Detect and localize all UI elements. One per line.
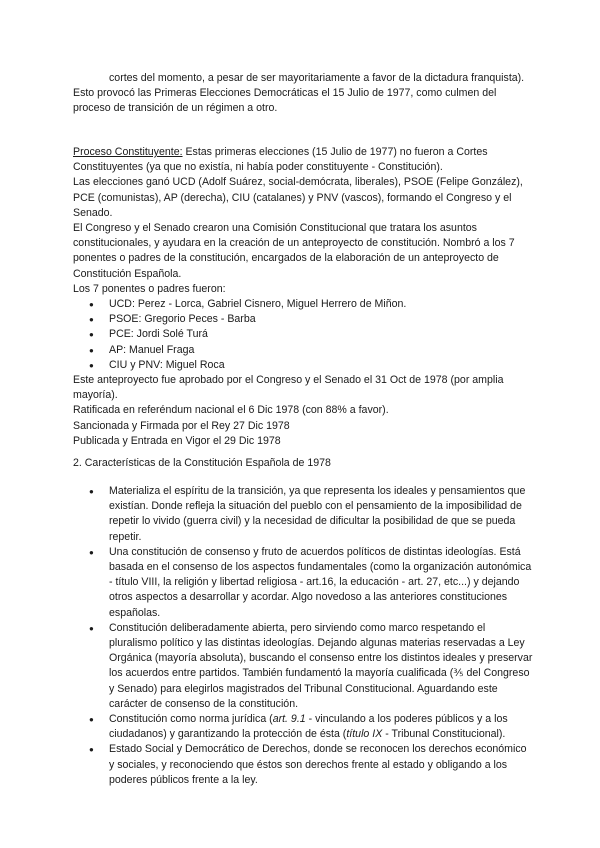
- ponentes-list: [73, 297, 533, 373]
- b4-mid: - vinculando a los poderes públicos y a los ciudadanos) y garantizando la protección de ésta (: [109, 713, 508, 741]
- approved-text: Este anteproyecto fue aprobado por el Congreso y el Senado el 31 Oct de 1978 (por amplia mayoría).: [73, 374, 504, 402]
- sanctioned-text: Sancionada y Firmada por el Rey 27 Dic 1978: [73, 419, 290, 432]
- continuation-text: cortes del momento, a pesar de ser mayoritariamente a favor de la dictadura franquista).: [109, 72, 525, 84]
- list-item: ● Constitución deliberadamente abierta, pero sirviendo como marco respetando el pluralismo político y las distintas ideologías. Dejando algunas materias reservadas a Ley Orgánica (mayoría absoluta), buscando el consenso entre los distintos ideales y preservar los acuerdos entre partidos. También fundamentó la mayoría cualificada (⅗ del Congreso y Senado) para elegirlos magistrados del Tribunal Constitucional. Aguardando este carácter de consenso de la constitución.: [73, 621, 533, 712]
- proceso-p2: Las elecciones ganó UCD (Adolf Suárez, social-demócrata, liberales), PSOE (Felipe González), PCE (comunistas), AP (derecha), CIU (catalanes) y PNV (vascos), formando el Congreso y el Senado.: [73, 176, 523, 219]
- list-item: ● PSOE: Gregorio Peces - Barba: [73, 312, 533, 327]
- list-item: ● AP: Manuel Fraga: [73, 343, 533, 358]
- b4-titulo: título IX: [346, 728, 383, 741]
- proceso-p1-text: Estas primeras elecciones (15 Julio de 1977) no fueron a Cortes Constituyentes (ya que no existía, ni había poder constituyente - Constitución).: [73, 146, 488, 174]
- proceso-p3: El Congreso y el Senado crearon una Comisión Constitucional que tratara los asuntos constitucionales, y ayudara en la creación de un anteproyecto de constitución. Nombró a los 7 ponentes o padres de la constitución, encargados de la elaboración de un anteproyecto de Constitución Española.: [73, 222, 515, 280]
- proceso-section: [73, 145, 533, 449]
- list-item: ● Una constitución de consenso y fruto de acuerdos políticos de distintas ideologías. Está basada en el consenso de los aspectos fundamentales (como la organización autonómica - título VIII, la religión y libertad religiosa - art.16, la educación - art. 27, etc...) y dejando otros aspectos a desarrollar y acordar. Algo novedoso a las anteriores constituciones españolas.: [73, 545, 533, 621]
- b4-pre: Constitución como norma jurídica (: [109, 713, 273, 726]
- proceso-heading: Proceso Constituyente:: [73, 146, 183, 158]
- ratified-text: Ratificada en referéndum nacional el 6 Dic 1978 (con 88% a favor).: [73, 404, 389, 417]
- b4-post: - Tribunal Constitucional).: [382, 728, 506, 741]
- list-item: ● Materializa el espíritu de la transición, ya que representa los ideales y pensamientos que existían. Donde refleja la situación del pueblo con el pensamiento de la imposibilidad de repetir lo vivido (guerra civil) y la necesidad de dificultar la posibilidad de que se pueda repetir.: [73, 484, 533, 545]
- section2-heading: 2. Características de la Constitución Española de 1978: [73, 457, 331, 469]
- list-item: ● PCE: Jordi Solé Turá: [73, 327, 533, 342]
- list-item: ● UCD: Perez - Lorca, Gabriel Cisnero, Miguel Herrero de Miñon.: [73, 297, 533, 312]
- list-item: ● Estado Social y Democrático de Derechos, donde se reconocen los derechos económico y sociales, y reconociendo que éstos son derechos frente al estado y obligando a los poderes públicos frente a la ley.: [73, 742, 533, 788]
- list-item: ● CIU y PNV: Miguel Roca: [73, 358, 533, 373]
- section2-list: [73, 484, 533, 788]
- published-text: Publicada y Entrada en Vigor el 29 Dic 1978: [73, 434, 281, 447]
- b4-art: art. 9.1: [272, 713, 306, 726]
- proceso-p1: [73, 145, 533, 175]
- elections-text: Esto provocó las Primeras Elecciones Democráticas el 15 Julio de 1977, como culmen del proceso de transición de un régimen a otro.: [73, 87, 497, 115]
- ponentes-intro: Los 7 ponentes o padres fueron:: [73, 282, 226, 295]
- intro-section: [73, 71, 533, 117]
- section2-heading-block: [73, 456, 533, 471]
- list-item: [73, 712, 533, 742]
